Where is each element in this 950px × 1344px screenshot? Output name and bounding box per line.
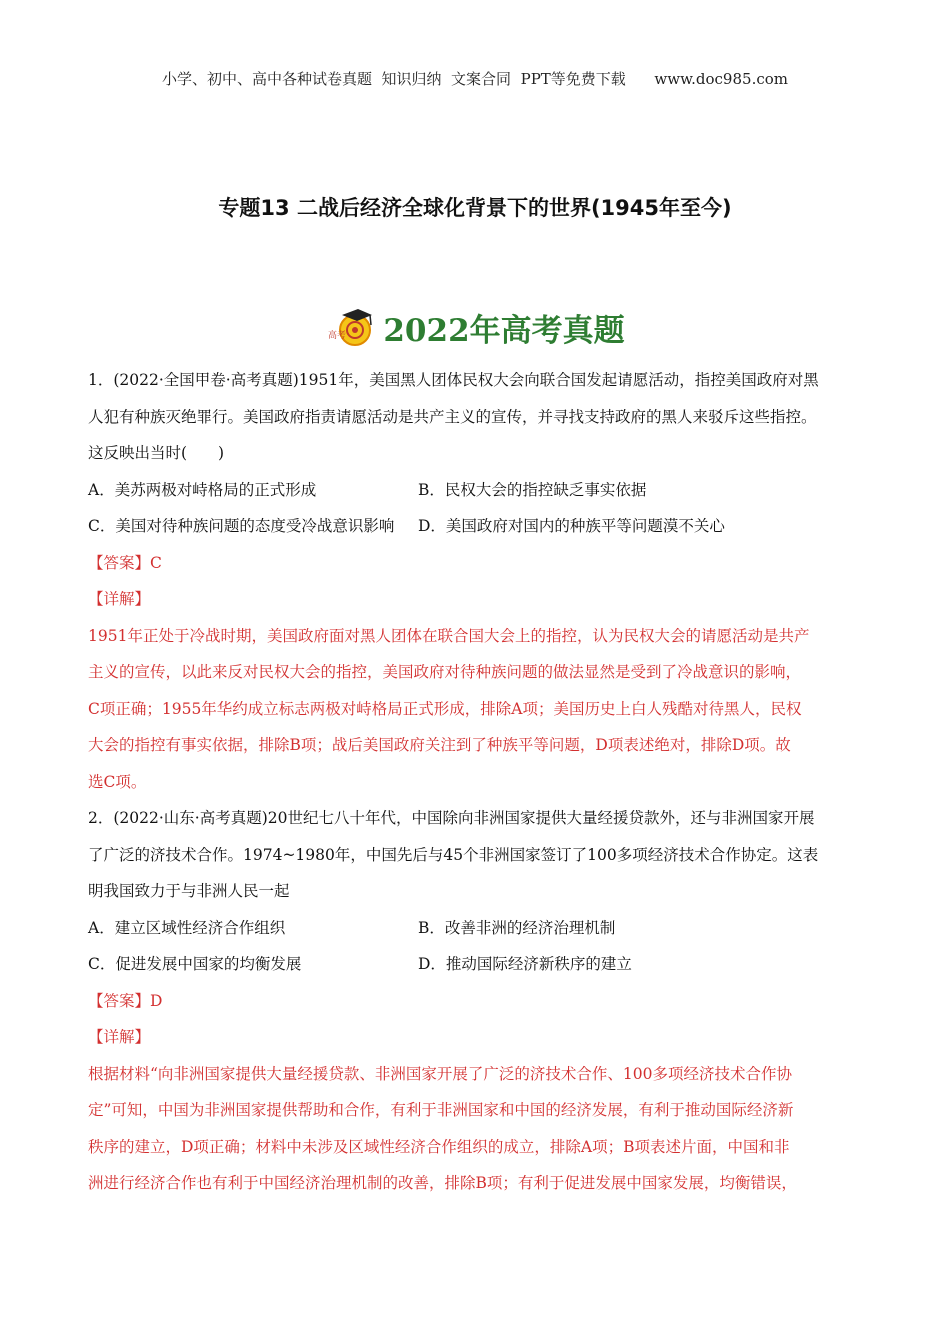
- answer-label: 【答案】: [88, 991, 151, 1010]
- q1-explanation-line: 大会的指控有事实依据，排除B项；战后美国政府关注到了种族平等问题，D项表述绝对，排除D项。故: [88, 736, 791, 754]
- detail-label: 【详解】: [88, 590, 151, 608]
- detail-label: 【详解】: [88, 1028, 151, 1046]
- q2-explanation-line: 定”可知，中国为非洲国家提供帮助和合作，有利于非洲国家和中国的经济发展，有利于推动国际经济新: [88, 1101, 794, 1119]
- q2-stem-line: 明我国致力于与非洲人民一起: [88, 882, 290, 900]
- q1-stem-line: 1．(2022·全国甲卷·高考真题)1951年，美国黑人团体民权大会向联合国发起请愿活动，指控美国政府对黑: [88, 371, 819, 389]
- question-content: [88, 362, 868, 1202]
- q2-explanation-line: 洲进行经济合作也有利于中国经济治理机制的改善，排除B项；有利于促进发展中国家发展，均衡错误，: [88, 1174, 797, 1192]
- q1-explanation-line: C项正确；1955年华约成立标志两极对峙格局正式形成，排除A项；美国历史上白人残酷对待黑人，民权: [88, 699, 802, 718]
- q2-option-b: B．改善非洲的经济治理机制: [418, 918, 616, 937]
- q2-option-a: A．建立区域性经济合作组织: [88, 918, 286, 937]
- q1-stem-line: 这反映出当时( ): [88, 444, 225, 462]
- q1-explanation-line: 主义的宣传，以此来反对民权大会的指控，美国政府对待种族问题的做法显然是受到了冷战意识的影响，: [88, 663, 802, 681]
- q2-option-d: D．推动国际经济新秩序的建立: [418, 955, 632, 973]
- logo-caption: 高考: [328, 330, 347, 341]
- q2-answer: [88, 983, 868, 1020]
- q1-option-a: A．美苏两极对峙格局的正式形成: [88, 480, 317, 499]
- q2-stem-line: 2．(2022·山东·高考真题)20世纪七八十年代，中国除向非洲国家提供大量经援贷款外，还与非洲国家开展: [88, 809, 815, 827]
- answer-label: 【答案】: [88, 553, 151, 572]
- q2-options-row: [88, 946, 868, 983]
- q1-option-d: D．美国政府对国内的种族平等问题漠不关心: [418, 517, 725, 535]
- q1-explanation-line: 选C项。: [88, 772, 147, 791]
- q2-option-c: C．促进发展中国家的均衡发展: [88, 955, 302, 973]
- q1-option-b: B．民权大会的指控缺乏事实依据: [418, 480, 647, 499]
- q2-explanation-line: 根据材料“向非洲国家提供大量经援贷款、非洲国家开展了广泛的济技术合作、100多项经济技术合作协: [88, 1064, 793, 1083]
- q2-explanation-line: 秩序的建立，D项正确；材料中未涉及区域性经济合作组织的成立，排除A项；B项表述片面，中国和非: [88, 1137, 790, 1156]
- page-title: 专题13 二战后经济全球化背景下的世界(1945年至今): [218, 196, 732, 220]
- page-header: 小学、初中、高中各种试卷真题 知识归纳 文案合同 PPT等免费下载 www.doc985.com: [161, 70, 788, 88]
- mascot-logo-icon: [325, 306, 375, 350]
- q1-options-row: [88, 472, 868, 509]
- q1-stem-line: 人犯有种族灭绝罪行。美国政府指责请愿活动是共产主义的宣传，并寻找支持政府的黑人来驳斥这些指控。: [88, 407, 817, 426]
- answer-value: C: [150, 553, 162, 572]
- q2-stem-line: 了广泛的济技术合作。1974~1980年，中国先后与45个非洲国家签订了100多项经济技术合作协定。这表: [88, 845, 819, 864]
- q1-explanation-line: 1951年正处于冷战时期，美国政府面对黑人团体在联合国大会上的指控，认为民权大会的请愿活动是共产: [88, 626, 810, 645]
- banner-title: 2022年高考真题: [383, 313, 625, 349]
- q1-answer: [88, 545, 868, 582]
- q1-options-row: [88, 508, 868, 545]
- answer-value: D: [150, 991, 163, 1010]
- section-banner: [0, 305, 950, 350]
- q1-option-c: C．美国对待种族问题的态度受冷战意识影响: [88, 517, 395, 535]
- q2-options-row: [88, 910, 868, 947]
